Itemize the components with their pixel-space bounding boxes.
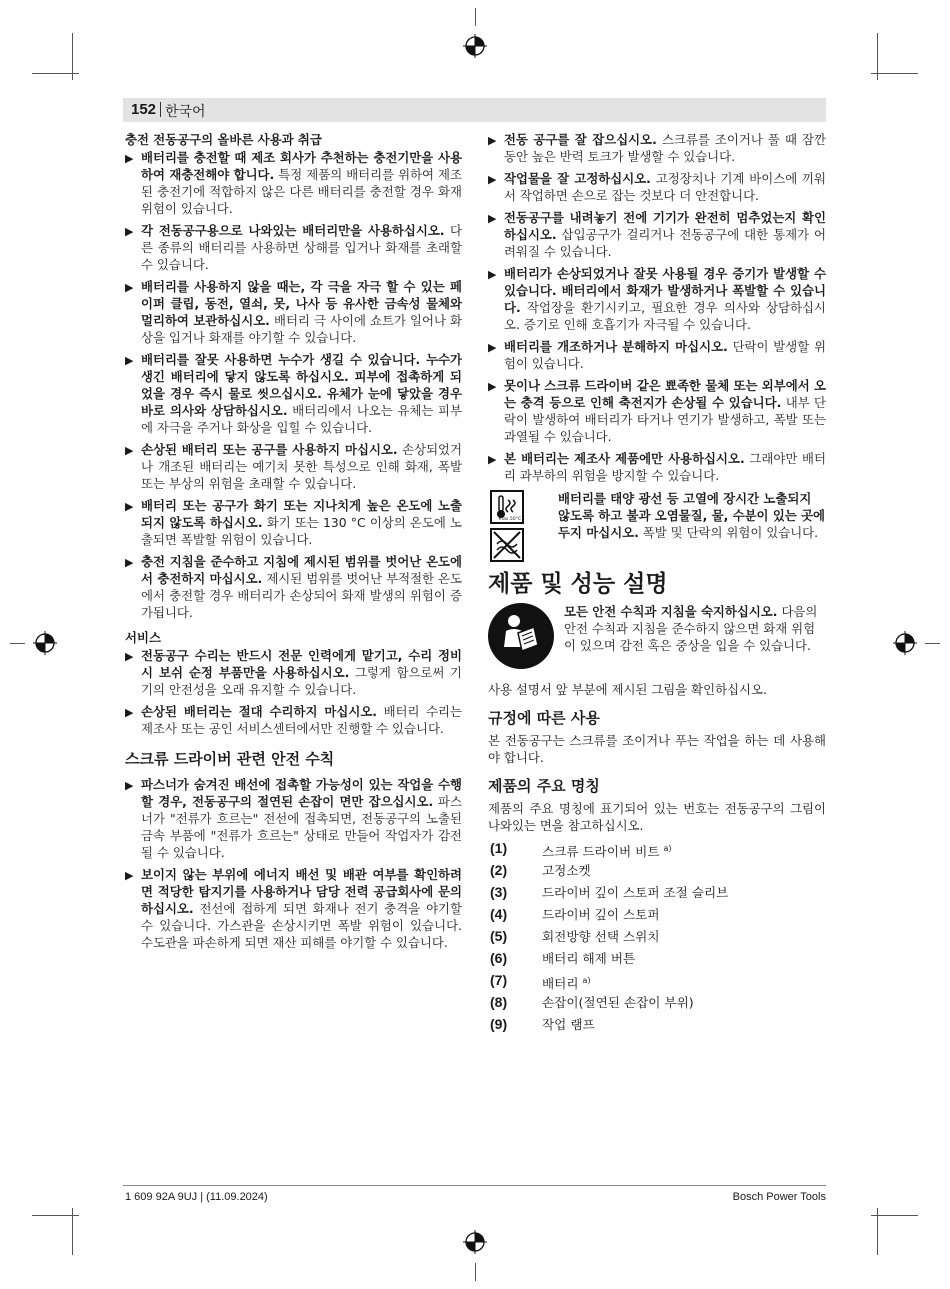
- item-text: 특정 제품의 배터리를 위하여 제조된 충전기에 적합하지 않은 다른 배터리를 충전할 경우 화재 위험이 있습니다.: [141, 167, 462, 216]
- item-text: 파스너가 "전류가 흐르는" 전선에 접촉되면, 전동공구의 노출된 금속 부품에 "전류가 흐르는" 상태로 만들어 작업자가 감전될 수 있습니다.: [141, 794, 462, 860]
- item-text: 제시된 범위를 벗어난 부적절한 온도에서 충전할 경우 배터리가 손상되어 화재 발생의 위험이 증가됩니다.: [141, 571, 462, 620]
- crop-mark: [475, 1263, 476, 1281]
- crop-mark: [32, 1215, 79, 1216]
- section-title: 충전 전동공구의 올바른 사용과 취급: [125, 132, 322, 147]
- component-item: [488, 862, 826, 884]
- component-number: (6): [490, 950, 508, 966]
- list-item: [125, 553, 462, 621]
- crop-mark: [871, 1215, 918, 1216]
- item-text: 배터리 극 사이에 쇼트가 일어나 화상을 입거나 화재를 야기할 수 있습니다.: [141, 313, 462, 345]
- item-bold-text: 본 배터리는 제조사 제품에만 사용하십시오.: [504, 451, 745, 466]
- component-label: [542, 884, 728, 901]
- bullet-triangle-icon: ▶: [125, 281, 134, 294]
- item-bold-text: 각 전동공구용으로 나와있는 배터리만을 사용하십시오.: [141, 223, 445, 238]
- component-number: (1): [490, 840, 508, 856]
- left-column: [125, 131, 462, 956]
- component-label-text: 드라이버 깊이 스토퍼 조절 슬리브: [542, 885, 729, 900]
- bullet-triangle-icon: ▶: [125, 650, 134, 663]
- warning-text: 폭발 및 단락의 위험이 있습니다.: [642, 525, 819, 540]
- crop-mark: [10, 643, 25, 644]
- footer-brand: Bosch Power Tools: [732, 1191, 826, 1203]
- read-manual-icon: [488, 603, 554, 669]
- bullet-triangle-icon: ▶: [125, 444, 134, 457]
- bullet-triangle-icon: ▶: [125, 779, 134, 792]
- list-item: [125, 776, 462, 861]
- item-text: 전선에 접하게 되면 화재나 전기 충격을 야기할 수 있습니다. 가스관을 손상시키면 폭발 위험이 있습니다. 수도관을 파손하게 되면 재산 피해를 야기할 수 있습니다.: [141, 901, 462, 950]
- bullet-triangle-icon: ▶: [125, 869, 134, 882]
- item-bold-text: 손상된 배터리 또는 공구를 사용하지 마십시오.: [141, 442, 398, 457]
- component-label-text: 드라이버 깊이 스토퍼: [542, 907, 660, 922]
- component-item: [488, 950, 826, 972]
- item-text: 스크류를 조이거나 풀 때 잠깐 동안 높은 반력 토크가 발생할 수 있습니다.: [504, 132, 826, 164]
- item-bold-text: 전동 공구를 잘 잡으십시오.: [504, 132, 657, 147]
- page-language: 한국어: [165, 104, 206, 120]
- item-bold-text: 못이나 스크류 드라이버 같은 뾰족한 물체 또는 외부에서 오는 충격 등으로 인해 축전지가 손상될 수 있습니다.: [504, 378, 826, 410]
- list-item: [488, 450, 826, 484]
- read-instructions-notice: [488, 603, 826, 677]
- bullet-triangle-icon: ▶: [488, 173, 497, 186]
- item-bold-text: 전동공구 수리는 반드시 전문 인력에게 맡기고, 수리 정비 시 보쉬 순정 부품만을 사용하십시오.: [141, 648, 462, 680]
- bullet-triangle-icon: ▶: [488, 341, 497, 354]
- crop-mark: [871, 73, 918, 74]
- component-label: [542, 972, 591, 992]
- intended-use-heading: 규정에 따른 사용: [488, 709, 600, 727]
- item-bold-text: 전동공구를 내려놓기 전에 기기가 완전히 멈추었는지 확인하십시오.: [504, 210, 826, 242]
- component-item: [488, 906, 826, 928]
- item-bold-text: 배터리를 사용하지 않을 때는, 각 극을 자극 할 수 있는 페이퍼 클립, 동전, 열쇠, 못, 나사 등 유사한 금속성 물체와 멀리하여 보관하십시오.: [141, 279, 462, 328]
- item-text: 화기 또는 130 °C 이상의 온도에 노출되면 폭발할 위험이 있습니다.: [141, 515, 462, 547]
- temperature-limit-label: max.50°C: [498, 517, 521, 522]
- list-item: [125, 497, 462, 548]
- registration-mark-icon: [463, 34, 487, 58]
- component-footnote-marker: a): [663, 844, 672, 853]
- component-label-text: 배터리: [542, 976, 579, 992]
- bullet-triangle-icon: ▶: [488, 380, 497, 393]
- item-bold-text: 파스너가 숨겨진 배선에 접촉할 가능성이 있는 작업을 수행할 경우, 전동공구의 절연된 손잡이 면만 잡으십시오.: [141, 777, 462, 809]
- figure-reference-text: 사용 설명서 앞 부분에 제시된 그림을 확인하십시오.: [488, 682, 767, 697]
- component-number: (9): [490, 1016, 508, 1032]
- safety-list-continued: [488, 131, 826, 484]
- crop-mark: [925, 643, 940, 644]
- item-bold-text: 배터리를 잘못 사용하면 누수가 생길 수 있습니다. 누수가 생긴 배터리에 닿지 않도록 하십시오. 피부에 접촉하게 되었을 경우 즉시 물로 씻으십시오. 유체가 눈에 닿았을 경우 바로 의사와 상담하십시오.: [141, 352, 462, 418]
- list-item: [488, 170, 826, 204]
- component-item: [488, 994, 826, 1016]
- components-heading: 제품의 주요 명칭: [488, 777, 600, 795]
- item-text: 내부 단락이 발생하여 배터리가 타거나 연기가 발생하고, 폭발 또는 과열될 수 있습니다.: [504, 395, 826, 444]
- component-number: (3): [490, 884, 508, 900]
- bullet-triangle-icon: ▶: [125, 706, 134, 719]
- component-footnote-marker: a): [582, 976, 591, 985]
- component-number: (5): [490, 928, 508, 944]
- component-label-text: 손잡이(절연된 손잡이 부위): [542, 995, 694, 1010]
- item-bold-text: 배터리를 충전할 때 제조 회사가 추천하는 충전기만을 사용하여 재충전해야 합니다.: [141, 150, 462, 182]
- service-list: [125, 647, 462, 737]
- component-item: [488, 928, 826, 950]
- item-text: 그래야만 배터리 과부하의 위험을 방지할 수 있습니다.: [504, 451, 826, 483]
- list-item: [125, 351, 462, 436]
- components-intro-text: 제품의 주요 명칭에 표기되어 있는 번호는 전동공구의 그림이 나와있는 면을 참고하십시오.: [488, 801, 826, 833]
- item-bold-text: 손상된 배터리는 절대 수리하지 마십시오.: [141, 704, 377, 719]
- item-text: 작업장을 환기시키고, 필요한 경우 의사와 상담하십시오. 증기로 인해 호흡기가 자극될 수 있습니다.: [504, 300, 826, 332]
- item-text: 배터리 수리는 제조사 또는 공인 서비스센터에서만 진행할 수 있습니다.: [141, 704, 462, 736]
- component-item: [488, 884, 826, 906]
- item-text: 손상되었거나 개조된 배터리는 예기치 못한 특성으로 인해 화재, 폭발 또는 부상의 위험을 초래할 수 있습니다.: [141, 442, 462, 491]
- list-item: [125, 441, 462, 492]
- component-number: (8): [490, 994, 508, 1010]
- bullet-triangle-icon: ▶: [125, 500, 134, 513]
- registration-mark-icon: [463, 1230, 487, 1254]
- read-text: 다음의 안전 수칙과 지침을 준수하지 않으면 화재 위험이 있으며 감전 혹은 중상을 입을 수 있습니다.: [564, 604, 818, 653]
- list-item: [125, 278, 462, 346]
- item-text: 다른 종류의 배터리를 사용하면 상해를 입거나 화재를 초래할 수 있습니다.: [141, 223, 462, 272]
- component-label-text: 회전방향 선택 스위치: [542, 929, 660, 944]
- item-text: 고정장치나 기계 바이스에 끼워서 작업하면 손으로 잡는 것보다 더 안전합니다.: [504, 171, 826, 203]
- component-label-text: 작업 램프: [542, 1017, 595, 1032]
- list-item: [125, 703, 462, 737]
- component-label-text: 배터리 해제 버튼: [542, 951, 636, 966]
- footer-rule: [123, 1185, 826, 1186]
- bullet-triangle-icon: ▶: [125, 354, 134, 367]
- screwdriver-safety-list: [125, 776, 462, 951]
- component-label: [542, 928, 660, 945]
- list-item: [125, 149, 462, 217]
- component-label: [542, 906, 660, 923]
- components-list: [488, 840, 826, 1038]
- item-text: 배터리에서 나오는 유체는 피부에 자극을 주거나 화상을 입힐 수 있습니다.: [141, 403, 462, 435]
- list-item: [125, 647, 462, 698]
- list-item: [125, 866, 462, 951]
- list-item: [488, 377, 826, 445]
- bullet-triangle-icon: ▶: [125, 152, 134, 165]
- no-water-icon: [490, 528, 524, 562]
- crop-mark: [32, 73, 79, 74]
- right-column: [488, 131, 826, 1038]
- page-number: 152: [131, 101, 157, 118]
- footer-doc-id: 1 609 92A 9UJ | (11.09.2024): [125, 1191, 268, 1203]
- bullet-triangle-icon: ▶: [488, 134, 497, 147]
- component-item: [488, 1016, 826, 1038]
- temperature-warning-icon: [490, 490, 524, 524]
- intended-use-text: 본 전동공구는 스크류를 조이거나 푸는 작업을 하는 데 사용해야 합니다.: [488, 733, 826, 765]
- component-label: [542, 1016, 595, 1033]
- component-label: [542, 994, 694, 1011]
- bullet-triangle-icon: ▶: [125, 225, 134, 238]
- item-bold-text: 충전 지침을 준수하고 지침에 제시된 범위를 벗어난 온도에서 충전하지 마십시오.: [141, 554, 462, 586]
- item-text: 단락이 발생할 위험이 있습니다.: [504, 339, 826, 371]
- crop-mark: [475, 8, 476, 26]
- component-label-text: 고정소켓: [542, 863, 591, 878]
- item-text: 그렇게 함으로써 기기의 안전성을 오래 유지할 수 있습니다.: [141, 665, 462, 697]
- component-number: (7): [490, 972, 508, 988]
- component-number: (2): [490, 862, 508, 878]
- bullet-triangle-icon: ▶: [488, 453, 497, 466]
- item-bold-text: 배터리가 손상되었거나 잘못 사용될 경우 증기가 발생할 수 있습니다. 배터리에서 화재가 발생하거나 폭발할 수 있습니다.: [504, 266, 826, 315]
- registration-mark-icon: [33, 631, 57, 655]
- header-divider: [160, 102, 161, 117]
- warning-bold-text: 배터리를 태양 광선 등 고열에 장시간 노출되지 않도록 하고 불과 오염물질, 물, 수분이 있는 곳에 두지 마십시오.: [558, 491, 826, 540]
- battery-warning: [488, 490, 826, 560]
- safety-list: [125, 149, 462, 621]
- component-label: [542, 840, 672, 860]
- component-label: [542, 950, 635, 967]
- component-item: [488, 840, 826, 862]
- item-bold-text: 배터리를 개조하거나 분해하지 마십시오.: [504, 339, 728, 354]
- list-item: [488, 265, 826, 333]
- list-item: [488, 131, 826, 165]
- list-item: [125, 222, 462, 273]
- component-label: [542, 862, 591, 879]
- section-heading: 스크류 드라이버 관련 안전 수칙: [125, 750, 335, 768]
- component-label-text: 스크류 드라이버 비트: [542, 844, 660, 860]
- component-item: [488, 972, 826, 994]
- item-bold-text: 배터리 또는 공구가 화기 또는 지나치게 높은 온도에 노출되지 않도록 하십시오.: [141, 498, 462, 530]
- item-text: 삽입공구가 걸리거나 전동공구에 대한 통제가 어려워질 수 있습니다.: [504, 227, 826, 259]
- registration-mark-icon: [893, 631, 917, 655]
- item-bold-text: 작업물을 잘 고정하십시오.: [504, 171, 651, 186]
- bullet-triangle-icon: ▶: [125, 556, 134, 569]
- item-bold-text: 보이지 않는 부위에 에너지 배선 및 배관 여부를 확인하려면 적당한 탐지기를 사용하거나 담당 전력 공급회사에 문의하십시오.: [141, 867, 462, 916]
- list-item: [488, 338, 826, 372]
- component-number: (4): [490, 906, 508, 922]
- read-bold-text: 모든 안전 수칙과 지침을 숙지하십시오.: [564, 604, 778, 619]
- section-title: 서비스: [125, 630, 161, 645]
- bullet-triangle-icon: ▶: [488, 212, 497, 225]
- product-description-heading: 제품 및 성능 설명: [488, 571, 668, 597]
- list-item: [488, 209, 826, 260]
- page-header-bar: [123, 98, 826, 122]
- bullet-triangle-icon: ▶: [488, 268, 497, 281]
